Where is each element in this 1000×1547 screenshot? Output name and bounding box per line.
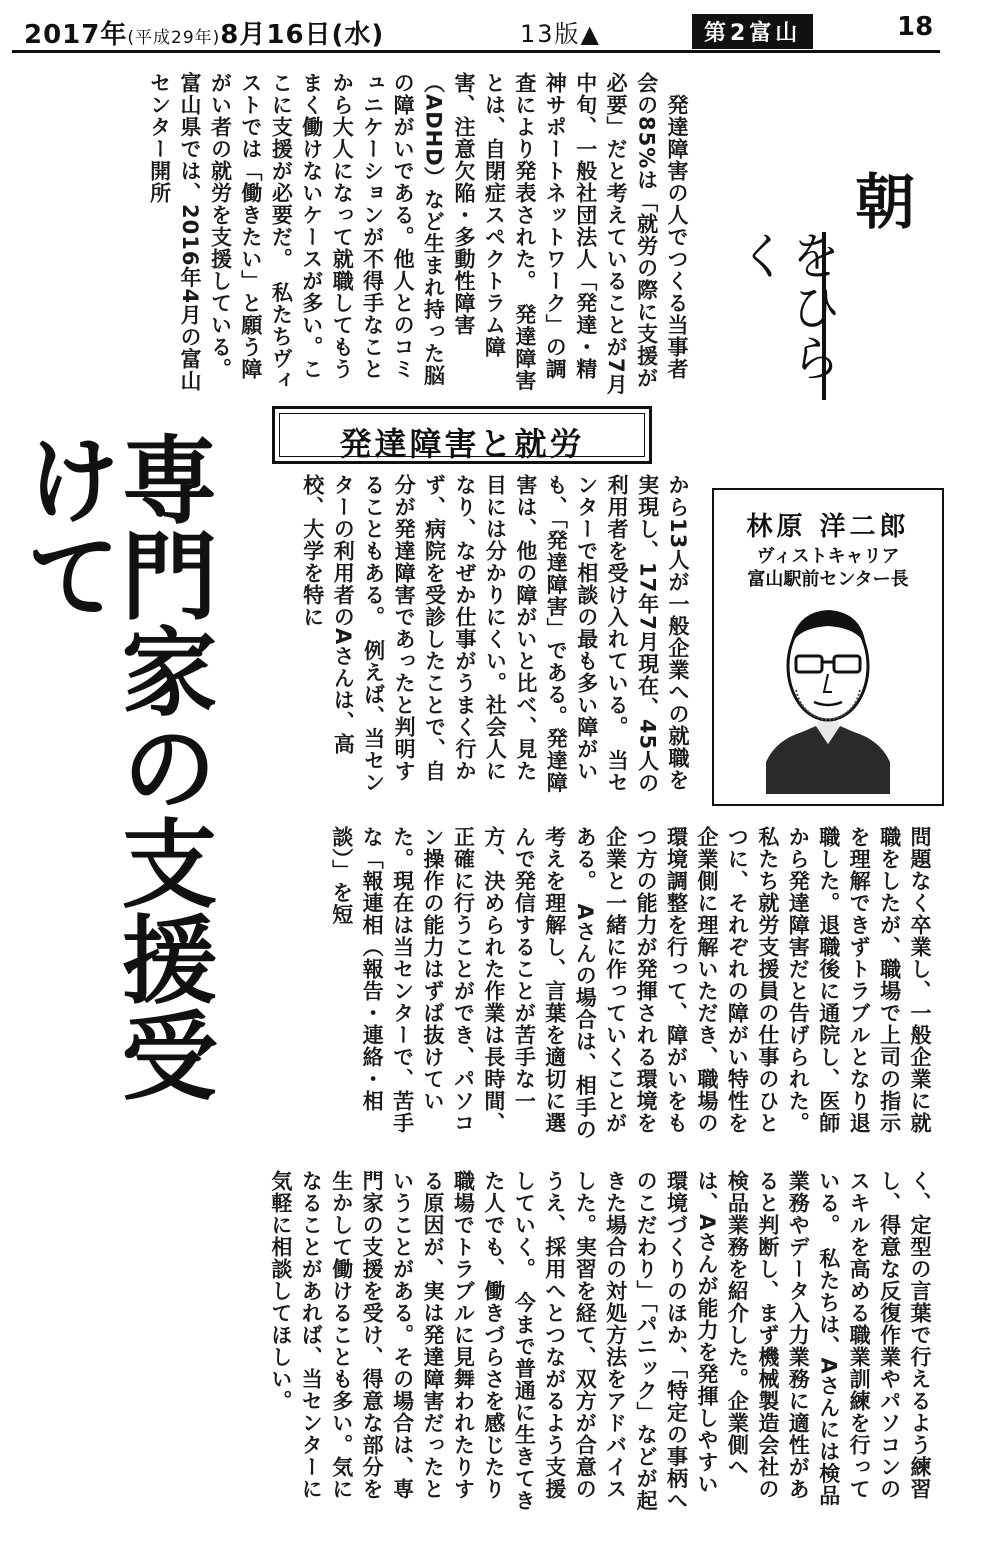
author-name: 林原 洋二郎 <box>746 512 910 542</box>
section-name: 第2富山 <box>692 14 813 49</box>
author-title <box>714 546 942 591</box>
author-photo <box>766 594 890 794</box>
article-column-1: 発達障害の人でつくる当事者会の85%は「就労の際に支援が必要」だと考えていることが7月中旬、一般社団法人「発達・精神サポートネットワーク」の調査により発表された。 発達障害とは、自閉症スペクトラム障害、注意欠陥・多動性障害（ADHD）など生まれ持った脳の障がいである。他人とのコミュニケーションが不得手なことから大人になって就職してもうまく働けないケースが多い。ここに支援が必要だ。 私たちヴィストでは「働きたい」と願う障がい者の就労を支援している。富山県では、2016年4月の富山センター開所 <box>147 72 689 396</box>
date-era: (平成29年) <box>127 28 221 48</box>
article-column-2: から13人が一般企業への就職を実現し、17年7月現在、45人の利用者を受け入れている。 当センターで相談の最も多い障がいも、「発達障害」である。発達障害は、他の障がいと比べ、見た目には分かりにくい。社会人になり、なぜか仕事がうまく行かず、病院を受診したことで、自分が発達障害であったと判明することもある。 例えば、当センターの利用者のAさんは、高校、大学を特に <box>300 474 690 795</box>
article-subtitle: 発達障害と就労 <box>339 425 585 463</box>
date-year: 2017年 <box>24 20 128 50</box>
publication-date <box>24 14 384 51</box>
column-logo-big: 朝 <box>845 170 915 231</box>
date-day: 8月16日(水) <box>220 20 385 50</box>
header-rule <box>12 50 940 53</box>
article-column-4: く、定型の言葉で行えるよう練習し、得意な反復作業やパソコンのスキルを高める職業訓練を行っている。 私たちは、Aさんには検品業務やデータ入力業務に適性があると判断し、まず機械製造会社の検品業務を紹介した。企業側へは、Aさんが能力を発揮しやすい環境づくりのほか、「特定の事柄へのこだわり」「パニック」などが起きた場合の対処方法をアドバイスした。実習を経て、双方が合意のうえ、採用へとつながるよう支援していく。 今まで普通に生きてきた人でも、働きづらさを感じたり職場でトラブルに見舞われたりする原因が、実は発達障害だったということがある。その場合は、専門家の支援を受け、得意な部分を生かして働けることも多い。気になることがあれば、当センターに気軽に相談してほしい。 <box>268 1170 932 1512</box>
author-title-line1: ヴィストキャリア <box>756 546 900 567</box>
page-header <box>12 8 988 52</box>
column-logo-small: をひらく <box>730 230 841 383</box>
page-number: 18 <box>897 12 934 42</box>
author-box <box>712 488 944 806</box>
article-headline: 専門家の支援受けて <box>10 430 219 1102</box>
author-title-line2: 富山駅前センター長 <box>747 568 909 590</box>
subtitle-box <box>272 406 652 464</box>
edition-number: 13版▲ <box>520 20 601 48</box>
article-column-3: 問題なく卒業し、一般企業に就職をしたが、職場で上司の指示を理解できずトラブルとなり退職した。退職後に通院し、医師から発達障害だと告げられた。 私たち就労支援員の仕事のひとつに、それぞれの障がい特性を企業側に理解いただき、職場の環境調整を行って、障がいをもつ方の能力が発揮される環境を企業と一緒に作っていくことがある。 Aさんの場合は、相手の考えを理解し、言葉を適切に選んで発信することが苦手な一方、決められた作業は長時間、正確に行うことができ、パソコン操作の能力はずば抜けていた。現在は当センターで、苦手な「報連相（報告・連絡・相談）」を短 <box>329 826 932 1146</box>
